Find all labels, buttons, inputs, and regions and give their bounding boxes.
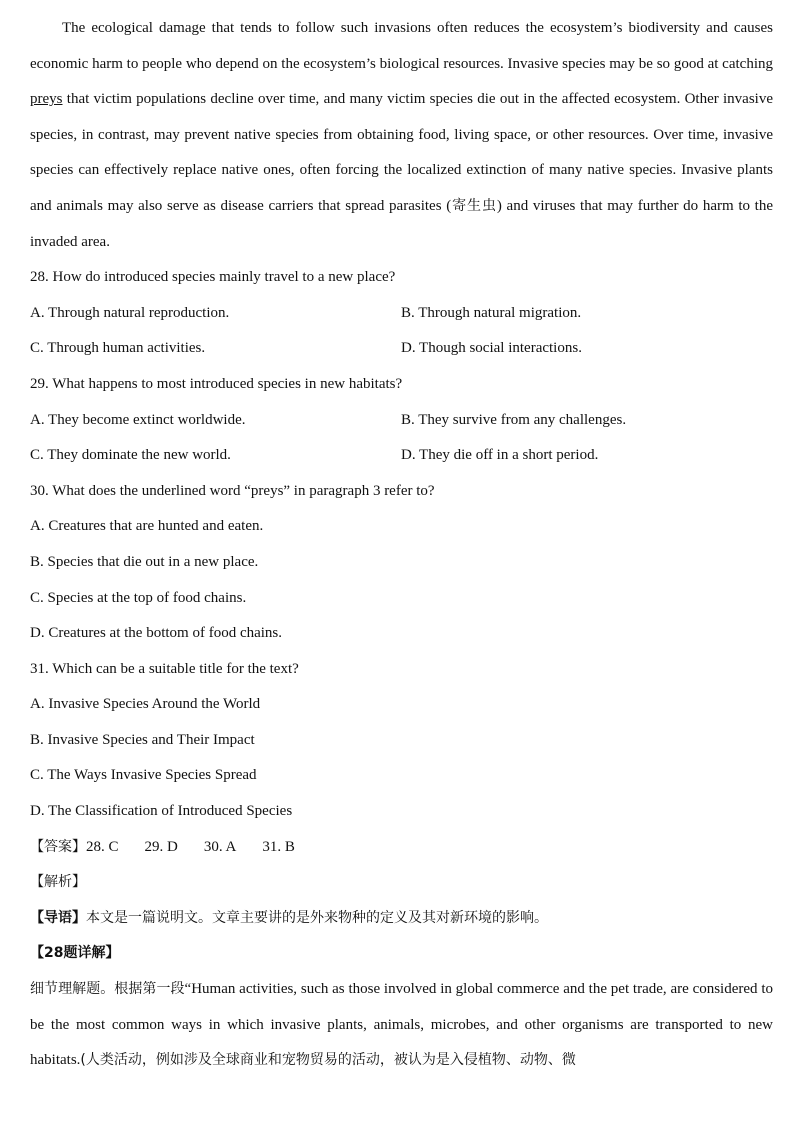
option-b: B. Invasive Species and Their Impact bbox=[30, 731, 255, 748]
option-b: B. Through natural migration. bbox=[401, 304, 582, 321]
option-a: A. Creatures that are hunted and eaten. bbox=[30, 518, 264, 535]
question-30-stem: 30. What does the underlined word “preys” in paragraph 3 refer to? bbox=[30, 482, 435, 499]
question-28-options-row-2 bbox=[30, 331, 773, 367]
option-a: A. Through natural reproduction. bbox=[30, 304, 230, 321]
answer-item: 30. A bbox=[203, 838, 237, 855]
passage-text-1: The ecological damage that tends to follow such invasions often reduces the ecosystem’s biodiversity and causes economic harm to people who depend on the ecosystem’s biological resources. Invasive species may be so good at catching bbox=[30, 20, 773, 72]
question-28-options-row-1 bbox=[30, 296, 773, 332]
q28-detail-text bbox=[30, 972, 773, 1079]
answer-item: 29. D bbox=[144, 838, 178, 855]
q28-prefix: 细节理解题。根据第一段 bbox=[30, 981, 185, 998]
underlined-word-preys: preys bbox=[30, 91, 63, 108]
option-a: A. They become extinct worldwide. bbox=[30, 411, 246, 428]
option-c: C. Species at the top of food chains. bbox=[30, 589, 247, 606]
option-d: D. Creatures at the bottom of food chains. bbox=[30, 625, 283, 642]
option-b: B. They survive from any challenges. bbox=[401, 411, 627, 428]
question-31-stem: 31. Which can be a suitable title for the text? bbox=[30, 660, 299, 677]
answer-item: 28. C bbox=[86, 838, 119, 855]
question-29-options-row-1 bbox=[30, 403, 773, 439]
q28-detail-label: 【28题详解】 bbox=[30, 945, 120, 962]
question-28-stem: 28. How do introduced species mainly travel to a new place? bbox=[30, 269, 396, 286]
analysis-label: 【解析】 bbox=[30, 874, 86, 891]
option-a: A. Invasive Species Around the World bbox=[30, 696, 261, 713]
answer-line bbox=[30, 830, 773, 866]
answer-item: 31. B bbox=[262, 838, 295, 855]
passage-paragraph bbox=[30, 11, 773, 260]
option-d: D. They die off in a short period. bbox=[401, 447, 599, 464]
option-d: D. Though social interactions. bbox=[401, 340, 582, 357]
answer-label: 【答案】 bbox=[30, 838, 86, 855]
document-page bbox=[30, 11, 773, 1079]
option-d: D. The Classification of Introduced Species bbox=[30, 803, 293, 820]
intro-line bbox=[30, 901, 773, 937]
intro-label: 【导语】 bbox=[30, 909, 86, 926]
question-29-stem: 29. What happens to most introduced species in new habitats? bbox=[30, 375, 403, 392]
option-c: C. They dominate the new world. bbox=[30, 447, 231, 464]
question-29-options-row-2 bbox=[30, 438, 773, 474]
intro-text: 本文是一篇说明文。文章主要讲的是外来物种的定义及其对新环境的影响。 bbox=[86, 909, 548, 926]
passage-text-2: that victim populations decline over time, and many victim species die out in the affected ecosystem. Other invasive species, in contrast, may prevent native species from obtaining food, living space, or other resources. Over time, invasive species can effectively replace native ones, often forcing the localized extinction of many native species. Invasive plants and animals may also serve as disease carriers that spread parasites ( bbox=[30, 91, 774, 214]
q28-chinese-translation: (人类活动，例如涉及全球商业和宠物贸易的活动，被认为是入侵植物、动物、微 bbox=[80, 1052, 576, 1069]
passage-text-3: ) and viruses that may further do harm to the invaded area. bbox=[30, 197, 774, 250]
q28-quote: “Human activities, such as those involved in global commerce and the pet trade, are considered to be the most common ways in which invasive plants, animals, microbes, and other organisms are transported to new habitats. bbox=[30, 981, 774, 1069]
option-b: B. Species that die out in a new place. bbox=[30, 553, 259, 570]
option-c: C. The Ways Invasive Species Spread bbox=[30, 767, 257, 784]
passage-cjk-gloss: 寄生虫 bbox=[451, 197, 497, 214]
option-c: C. Through human activities. bbox=[30, 340, 206, 357]
